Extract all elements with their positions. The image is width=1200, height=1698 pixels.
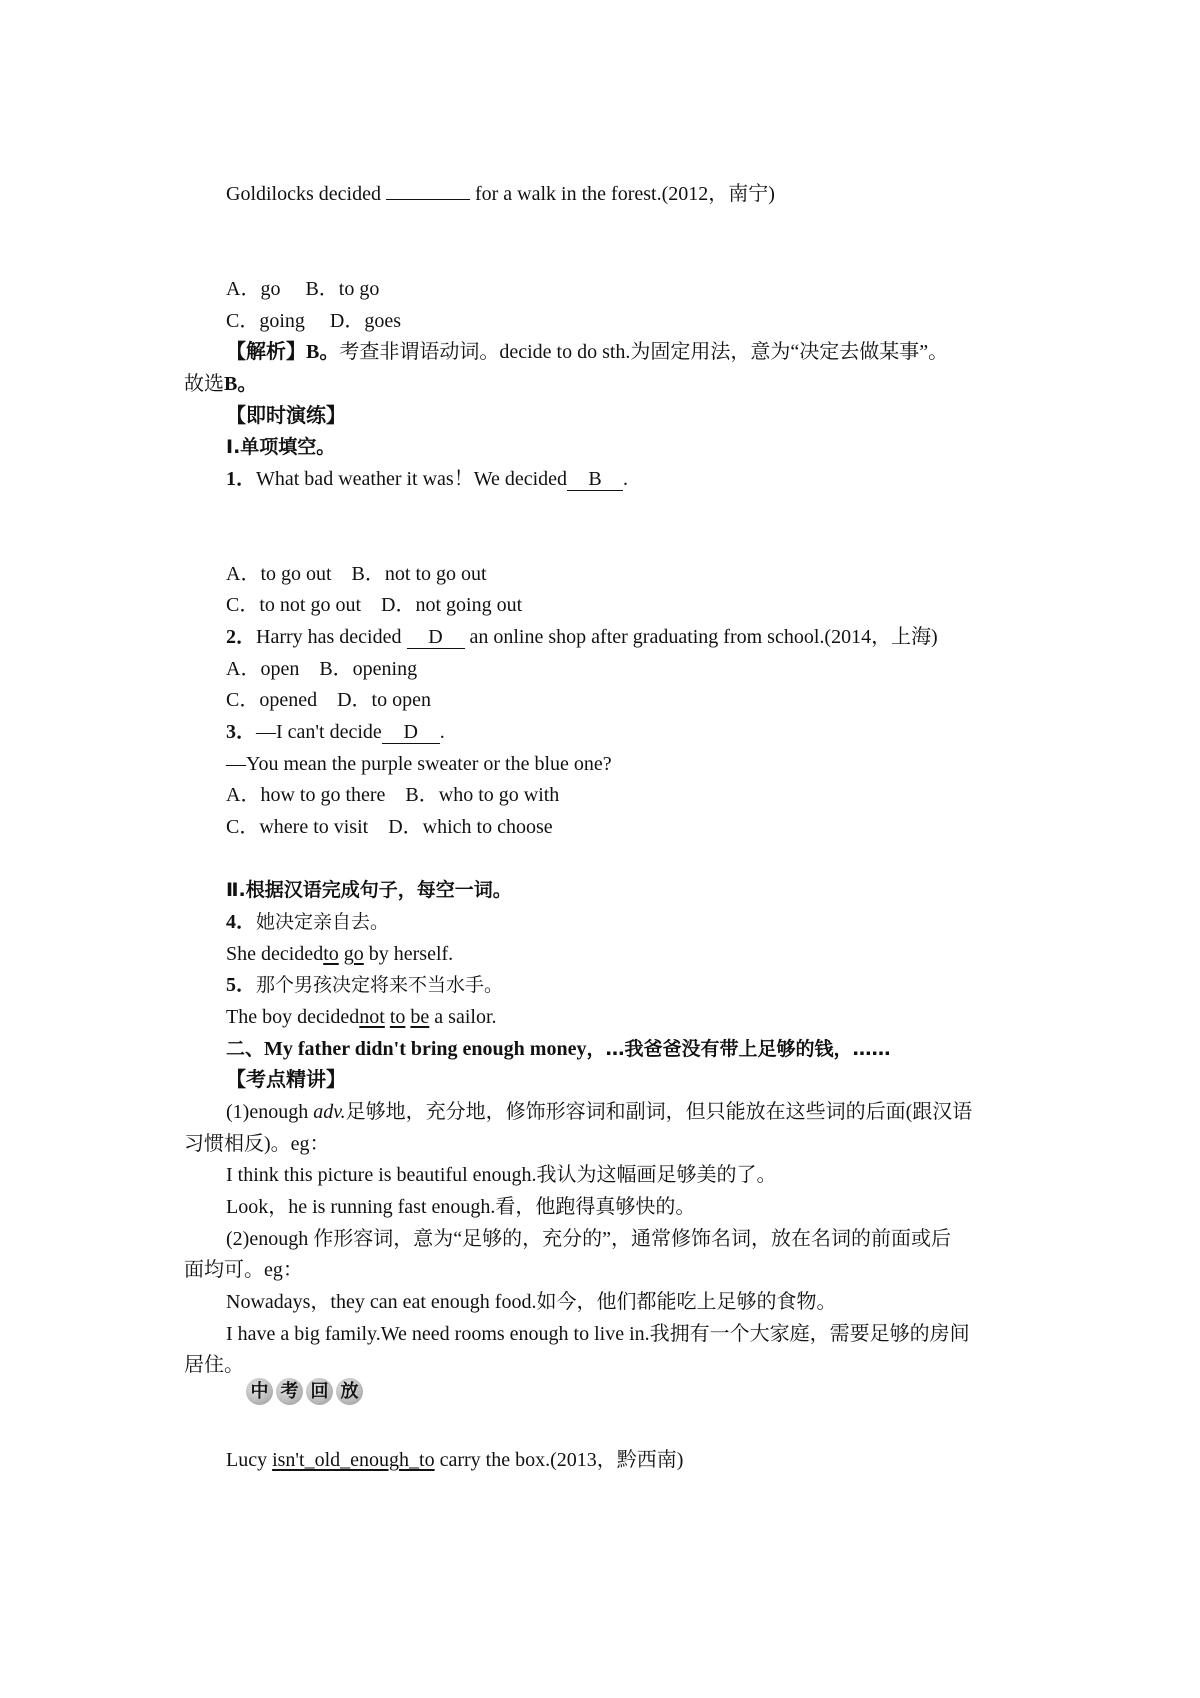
example-sentence-1: I think this picture is beautiful enough.我认为这幅画足够美的了。 bbox=[226, 1164, 777, 1186]
answer-5-word-3: be bbox=[410, 1006, 430, 1028]
point-2-para-2-cont: 面均可。eg： bbox=[184, 1259, 303, 1281]
section-2-title: Ⅱ.根据汉语完成句子，每空一词。 bbox=[226, 879, 512, 901]
question-3-reply: —You mean the purple sweater or the blue one? bbox=[226, 753, 612, 775]
answer-5-word-1: not bbox=[359, 1006, 385, 1028]
answer-blank bbox=[386, 181, 470, 200]
example-analysis-end: 故选B。 bbox=[184, 373, 258, 395]
point-2-para-2: (2)enough 作形容词，意为“足够的，充分的”，通常修饰名词，放在名词的前面或后 bbox=[226, 1228, 951, 1250]
question-5-chinese: 5．那个男孩决定将来不当水手。 bbox=[226, 974, 504, 996]
question-4-chinese: 4．她决定亲自去。 bbox=[226, 911, 390, 933]
badge-char: 回 bbox=[306, 1378, 333, 1405]
question-3-options-cd: C．where to visit D．which to choose bbox=[226, 816, 553, 838]
point-2-header: 【考点精讲】 bbox=[226, 1069, 346, 1091]
section-1-title: Ⅰ.单项填空。 bbox=[226, 436, 336, 458]
practice-header: 【即时演练】 bbox=[226, 405, 346, 427]
answer-4-word-1: to bbox=[323, 943, 339, 965]
final-question: Lucy isn't_old_enough_to carry the box.(2013，黔西南) bbox=[226, 1449, 684, 1471]
question-1-options-cd: C．to not go out D．not going out bbox=[226, 594, 523, 616]
question-2: 2．Harry has decided D an online shop after graduating from school.(2014，上海) bbox=[226, 626, 938, 648]
example-options-cd: C．going D．goes bbox=[226, 310, 401, 332]
badge-char: 考 bbox=[276, 1378, 303, 1405]
question-2-options-cd: C．opened D．to open bbox=[226, 689, 431, 711]
question-3-options-ab: A．how to go there B．who to go with bbox=[226, 784, 560, 806]
point-2-para-1: (1)enough adv.足够地，充分地，修饰形容词和副词，但只能放在这些词的后面(跟汉语 bbox=[226, 1101, 973, 1123]
answer-2: D bbox=[407, 626, 465, 649]
question-5-answer: The boy decidednot to be a sailor. bbox=[226, 1006, 497, 1028]
question-1: 1．What bad weather it was！We decided B . bbox=[226, 468, 629, 490]
point-2-para-1-cont: 习惯相反)。eg： bbox=[184, 1133, 330, 1155]
badge-char: 放 bbox=[336, 1378, 363, 1405]
example-options-ab: A．go B．to go bbox=[226, 278, 380, 300]
example-sentence-4: I have a big family.We need rooms enough to live in.我拥有一个大家庭，需要足够的房间 bbox=[226, 1323, 970, 1345]
example-sentence-2: Look，he is running fast enough.看，他跑得真够快的。 bbox=[226, 1196, 696, 1218]
badge-char: 中 bbox=[246, 1378, 273, 1405]
example-analysis: 【解析】B。考查非谓语动词。decide to do sth.为固定用法，意为“决定去做某事”。 bbox=[226, 341, 949, 363]
question-3: 3．—I can't decide D . bbox=[226, 721, 445, 743]
example-sentence-3: Nowadays，they can eat enough food.如今，他们都能吃上足够的食物。 bbox=[226, 1291, 837, 1313]
example-question: Goldilocks decided for a walk in the forest.(2012，南宁) bbox=[226, 183, 775, 205]
point-2-title: 二、My father didn't bring enough money，…我爸爸没有带上足够的钱，…… bbox=[226, 1038, 891, 1060]
example-sentence-4-cont: 居住。 bbox=[184, 1354, 244, 1376]
answer-4-word-2: go bbox=[343, 943, 364, 965]
answer-1: B bbox=[567, 468, 623, 491]
question-2-options-ab: A．open B．opening bbox=[226, 658, 418, 680]
question-1-options-ab: A．to go out B．not to go out bbox=[226, 563, 487, 585]
question-4-answer: She decidedto go by herself. bbox=[226, 943, 454, 965]
final-answer: isn't_old_enough_to bbox=[272, 1449, 435, 1471]
exam-review-badge bbox=[246, 1378, 363, 1405]
answer-3: D bbox=[382, 721, 440, 744]
answer-5-word-2: to bbox=[389, 1006, 406, 1028]
